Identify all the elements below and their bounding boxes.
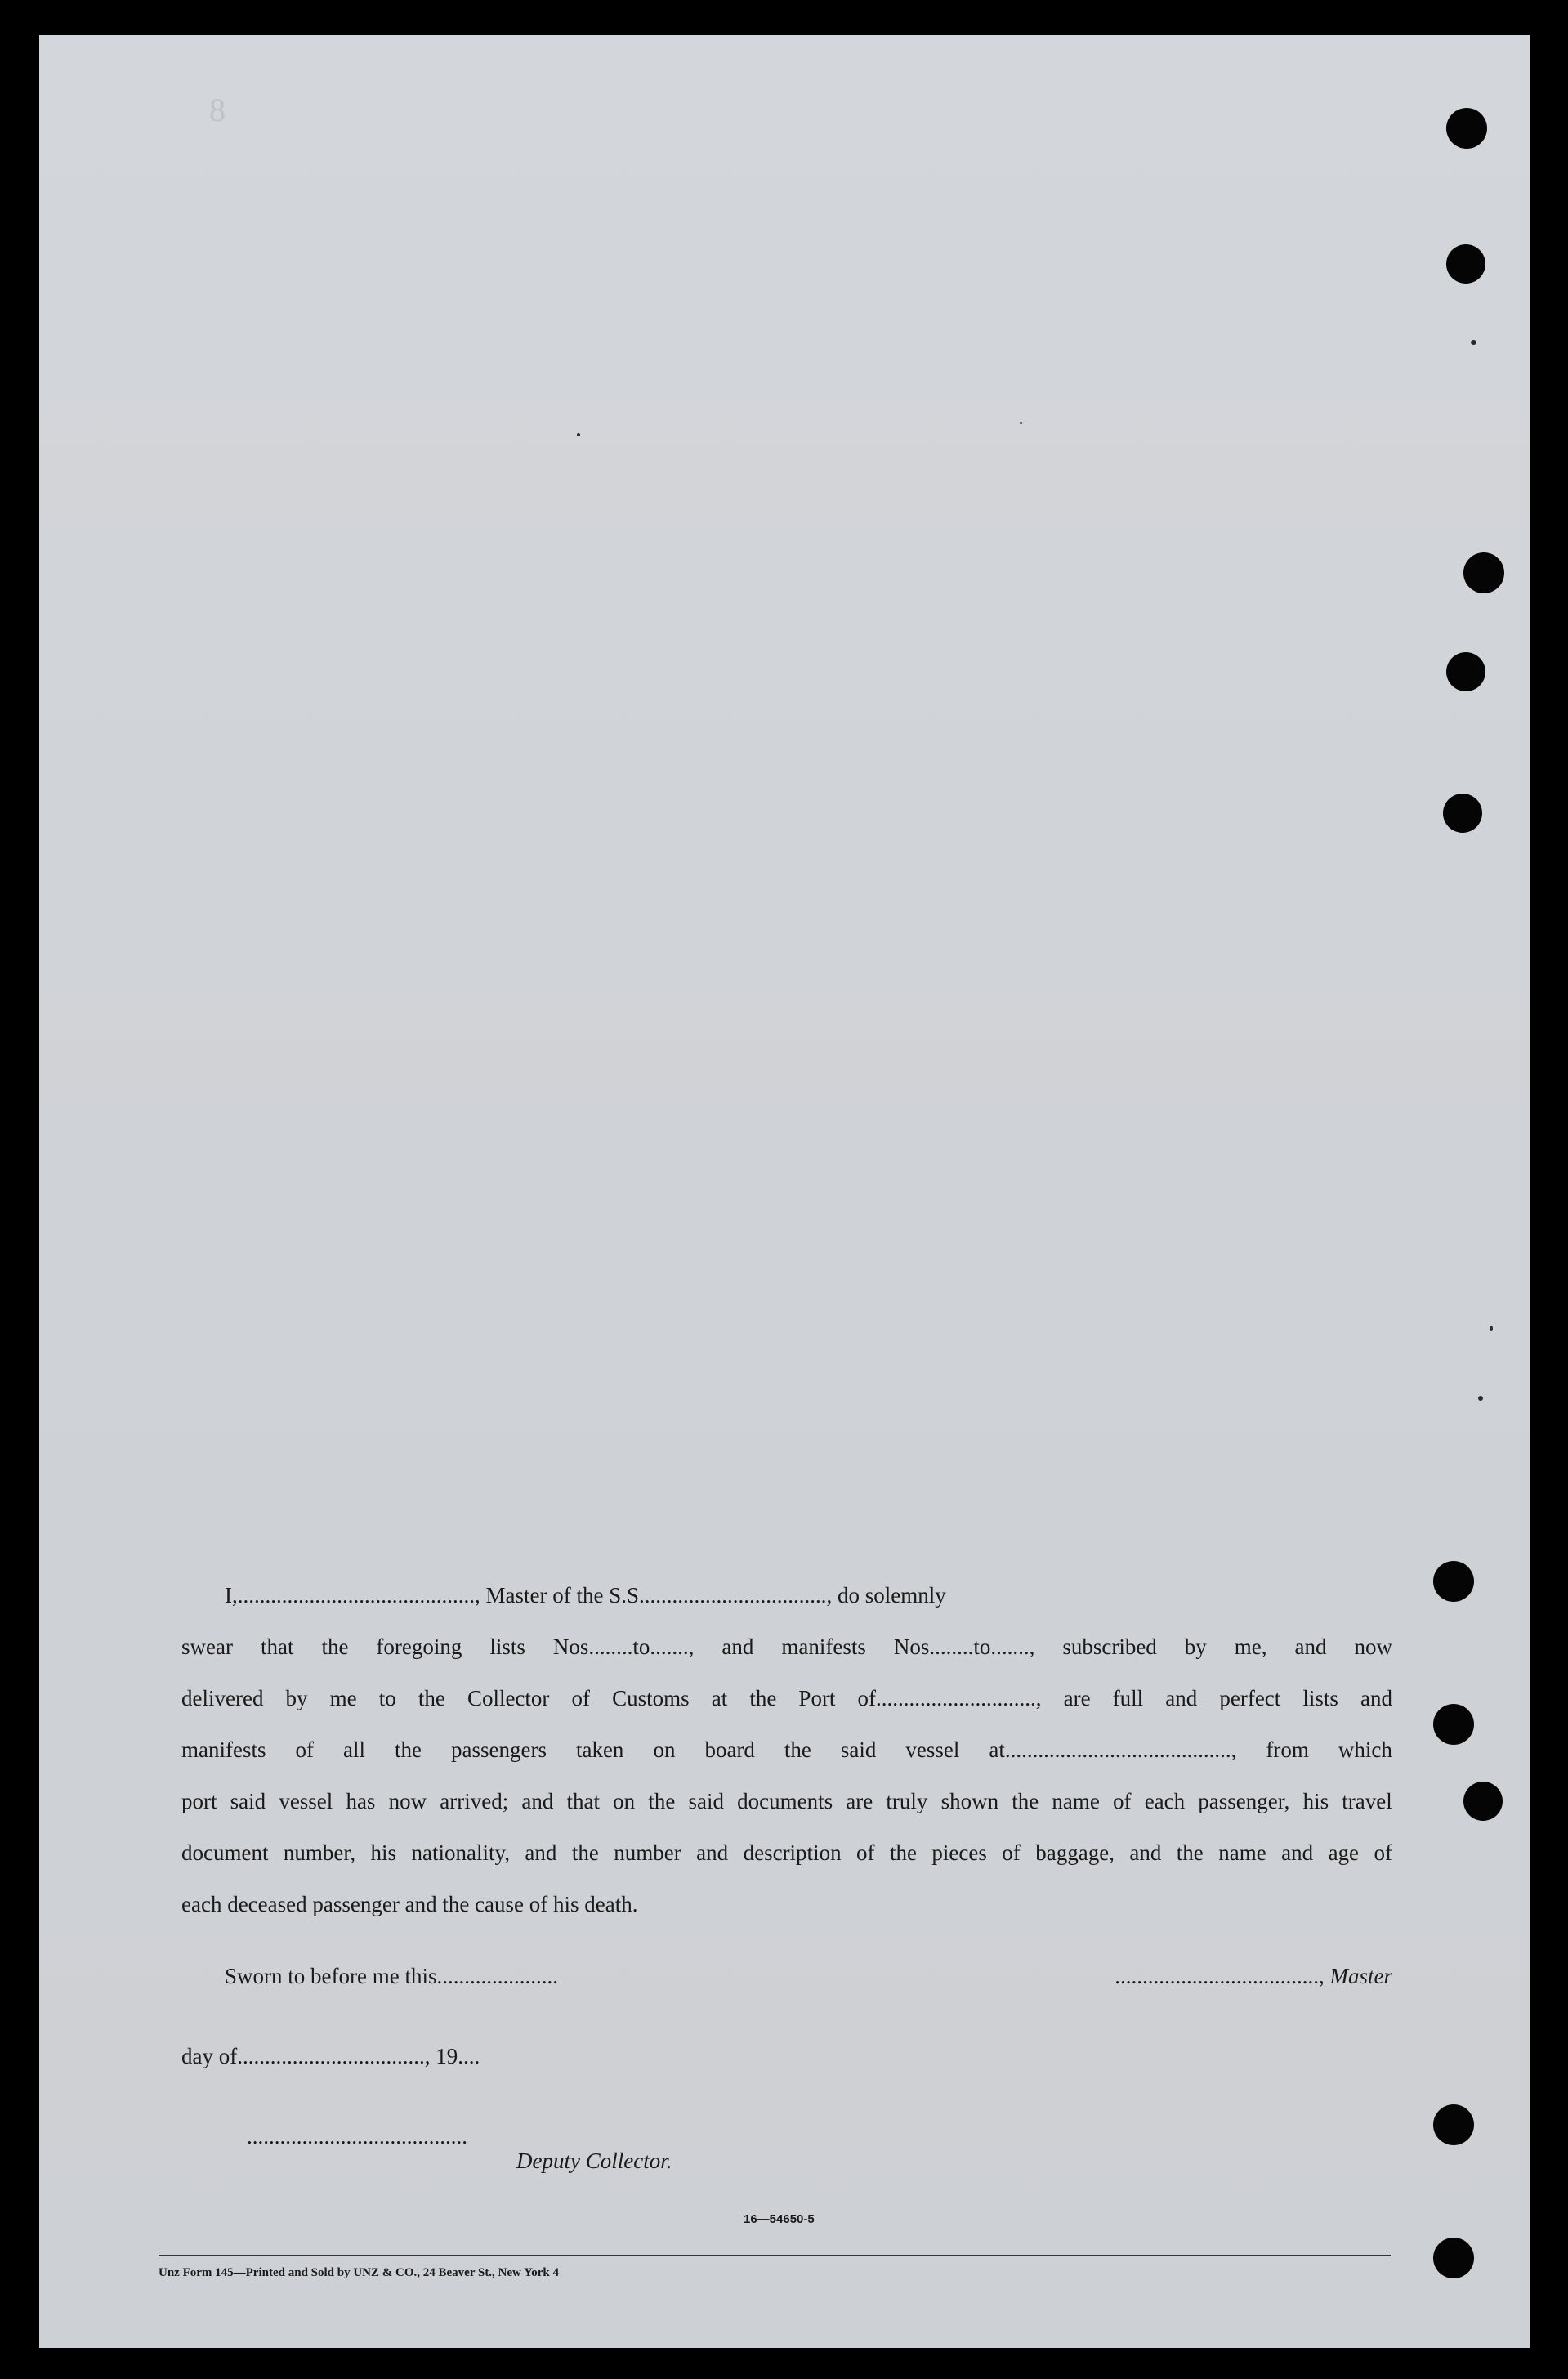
oath-word: taken [575, 1737, 624, 1762]
oath-word: Nos........to......., [552, 1634, 695, 1659]
binder-hole [1443, 794, 1482, 833]
oath-word: and [1360, 1686, 1392, 1710]
oath-word: each [1144, 1789, 1186, 1813]
oath-word: shown [940, 1789, 999, 1813]
oath-word: said [840, 1737, 877, 1762]
oath-word: passengers [450, 1737, 547, 1762]
oath-word: lists [1302, 1686, 1338, 1710]
oath-word: pieces [931, 1840, 987, 1865]
oath-word: and [1129, 1840, 1162, 1865]
oath-word: age [1328, 1840, 1360, 1865]
oath-word: and [1294, 1634, 1327, 1659]
oath-word: the [1012, 1789, 1039, 1813]
oath-word: of [1113, 1789, 1132, 1813]
oath-word: arrived; [440, 1789, 509, 1813]
oath-line-2 [181, 1621, 1392, 1673]
oath-word: manifests [181, 1737, 266, 1762]
oath-word: are [1063, 1686, 1091, 1710]
oath-word: of [1374, 1840, 1392, 1865]
oath-word: board [704, 1737, 755, 1762]
binder-hole [1433, 2238, 1474, 2278]
oath-word: that [260, 1634, 294, 1659]
oath-word: said [688, 1789, 724, 1813]
deputy-signature-line: ........................................ [247, 2124, 467, 2149]
oath-line-3 [181, 1673, 1392, 1724]
oath-word: of [571, 1686, 591, 1710]
oath-word: now [1354, 1634, 1392, 1659]
oath-word: description [743, 1840, 842, 1865]
footer-rule [159, 2255, 1391, 2256]
oath-word: and [721, 1634, 754, 1659]
form-sheet [39, 35, 1530, 2348]
oath-word: lists [489, 1634, 525, 1659]
oath-word: nationality, [411, 1840, 510, 1865]
speck [1020, 422, 1022, 424]
binder-hole [1463, 552, 1504, 593]
oath-word: of [856, 1840, 875, 1865]
oath-word: vessel [279, 1789, 333, 1813]
oath-word: of [295, 1737, 314, 1762]
speck [577, 433, 580, 436]
binder-hole [1446, 108, 1487, 149]
oath-word: swear [181, 1634, 233, 1659]
binder-hole [1433, 1704, 1474, 1745]
oath-word: to [378, 1686, 396, 1710]
oath-word: said [230, 1789, 266, 1813]
oath-word: and [1165, 1686, 1198, 1710]
oath-word: his [1302, 1789, 1329, 1813]
oath-word: all [342, 1737, 365, 1762]
master-label: Master [1329, 1964, 1392, 1988]
oath-word: perfect [1219, 1686, 1281, 1710]
oath-word: and [1281, 1840, 1314, 1865]
oath-word: manifests [781, 1634, 866, 1659]
oath-word: of [1002, 1840, 1021, 1865]
oath-word: on [653, 1737, 676, 1762]
oath-word: his [370, 1840, 397, 1865]
oath-line-5 [181, 1776, 1392, 1827]
oath-word: delivered [181, 1686, 264, 1710]
oath-word: Port [798, 1686, 836, 1710]
binder-hole [1446, 244, 1485, 284]
oath-word: the [749, 1686, 777, 1710]
oath-word: passenger, [1198, 1789, 1290, 1813]
oath-line-4 [181, 1724, 1392, 1776]
master-signature-line [1115, 1964, 1392, 1989]
oath-word: and [525, 1840, 557, 1865]
oath-word: from [1266, 1737, 1309, 1762]
binder-hole [1463, 1782, 1503, 1821]
oath-word: by [1184, 1634, 1207, 1659]
binder-hole [1433, 2104, 1474, 2145]
oath-word: Collector [467, 1686, 550, 1710]
oath-word: and [521, 1789, 554, 1813]
oath-word: that [566, 1789, 601, 1813]
oath-word: travel [1342, 1789, 1392, 1813]
binder-hole [1446, 652, 1485, 691]
oath-word: the [321, 1634, 349, 1659]
printer-footer: Unz Form 145—Printed and Sold by UNZ & CO., 24 Beaver St., New York 4 [159, 2266, 559, 2279]
day-row: day of.................................., 19.... [181, 2044, 480, 2068]
oath-word: the [784, 1737, 811, 1762]
oath-word: the [648, 1789, 676, 1813]
oath-word: subscribed [1062, 1634, 1157, 1659]
oath-line-1 [181, 1570, 1392, 1621]
oath-word: number, [283, 1840, 356, 1865]
oath-word: me, [1234, 1634, 1267, 1659]
binder-hole [1433, 1561, 1474, 1602]
oath-word: me [329, 1686, 357, 1710]
sworn-row [181, 1964, 1392, 2005]
oath-word: and [696, 1840, 729, 1865]
oath-word: port [181, 1789, 217, 1813]
oath-word: number [614, 1840, 681, 1865]
master-dots: ....................................., [1115, 1964, 1330, 1988]
form-number: 16—54650-5 [744, 2212, 815, 2226]
deputy-collector-label: Deputy Collector. [516, 2149, 672, 2173]
oath-word: name [1218, 1840, 1266, 1865]
oath-word: documents [737, 1789, 833, 1813]
oath-word: which [1338, 1737, 1392, 1762]
speck [1471, 340, 1476, 345]
oath-word: on [613, 1789, 636, 1813]
oath-word: now [388, 1789, 427, 1813]
oath-word: the [394, 1737, 422, 1762]
oath-word: the [1176, 1840, 1204, 1865]
oath-word: the [418, 1686, 445, 1710]
oath-word: the [571, 1840, 599, 1865]
oath-paragraph [181, 1570, 1392, 1930]
oath-word: at [711, 1686, 728, 1710]
oath-word: name [1052, 1789, 1100, 1813]
oath-word: the [889, 1840, 917, 1865]
oath-word: has [346, 1789, 376, 1813]
faint-page-mark: 8 [209, 92, 226, 128]
speck [1478, 1396, 1483, 1401]
sworn-text: Sworn to before me this...................... [225, 1964, 558, 1988]
oath-word: baggage, [1035, 1840, 1115, 1865]
oath-word: Customs [612, 1686, 690, 1710]
oath-word: Nos........to......., [893, 1634, 1035, 1659]
oath-word: by [285, 1686, 308, 1710]
oath-line-6 [181, 1827, 1392, 1879]
oath-line-7 [181, 1879, 1392, 1930]
oath-line-7-text: each deceased passenger and the cause of his death. [181, 1892, 638, 1916]
oath-word: truly [886, 1789, 928, 1813]
oath-word: of............................., [857, 1686, 1042, 1710]
oath-word: at........................................., [989, 1737, 1237, 1762]
oath-word: are [846, 1789, 873, 1813]
speck [1490, 1326, 1493, 1331]
oath-line-1-text: I,..........................................., Master of the S.S.................................., do solemnly [225, 1583, 946, 1608]
oath-word: full [1112, 1686, 1144, 1710]
oath-word: foregoing [376, 1634, 462, 1659]
oath-word: vessel [905, 1737, 960, 1762]
oath-word: document [181, 1840, 269, 1865]
